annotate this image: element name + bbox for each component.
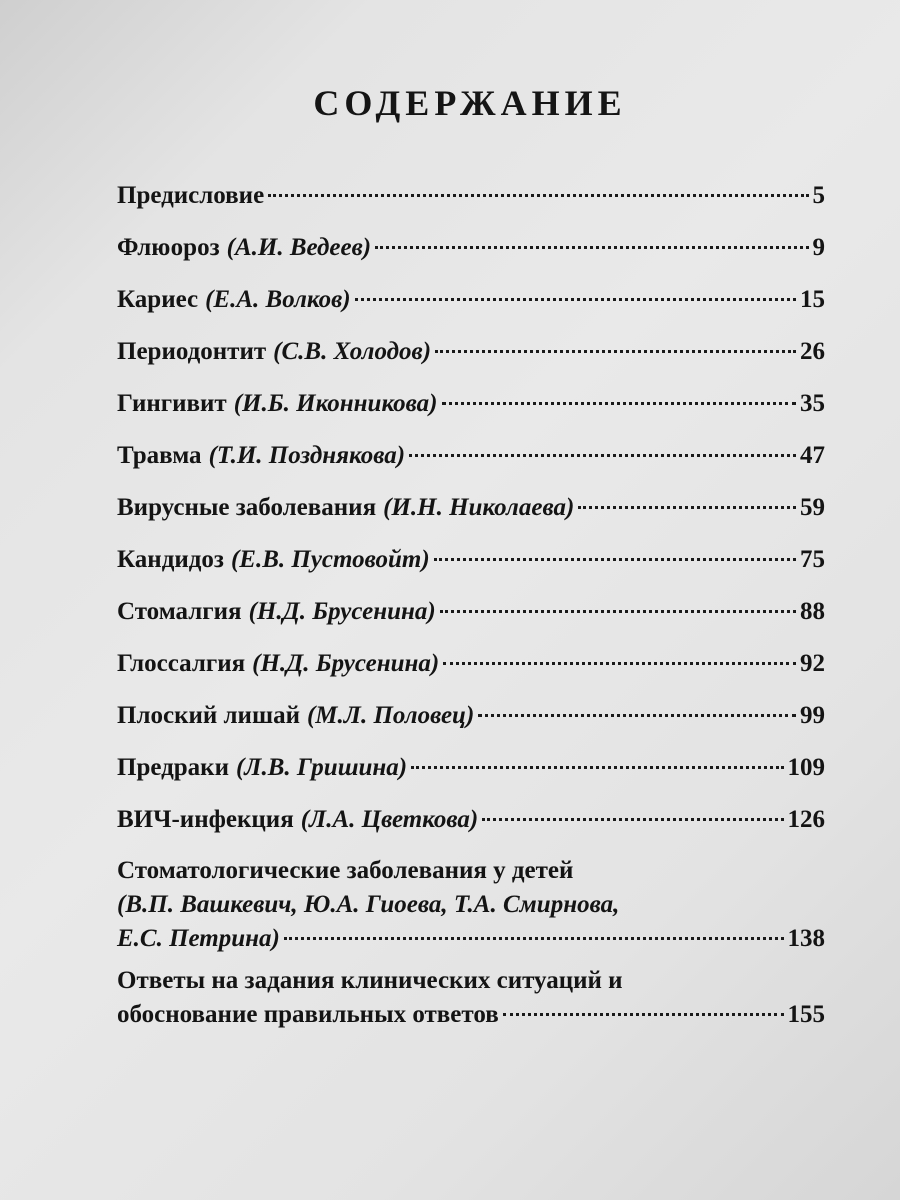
dot-leader <box>409 454 796 457</box>
page-number: 59 <box>800 494 825 521</box>
toc-entry-trauma <box>117 430 825 482</box>
contents-heading: СОДЕРЖАНИЕ <box>313 83 627 123</box>
dot-leader <box>434 558 796 561</box>
toc-line <box>117 854 825 888</box>
toc-entry-precancers <box>117 742 825 794</box>
toc-entry-candidiasis <box>117 534 825 586</box>
entry-title: Глоссалгия <box>117 650 246 677</box>
toc-entry-preface <box>117 170 825 222</box>
entry-title: Стомалгия <box>117 598 242 625</box>
dot-leader <box>482 818 783 821</box>
toc-entry-lichen-planus <box>117 690 825 742</box>
entry-author: (Е.В. Пустовойт) <box>230 546 430 573</box>
toc-entry-fluorosis <box>117 222 825 274</box>
entry-title: ВИЧ-инфекция <box>117 806 294 833</box>
entry-author: (Е.А. Волков) <box>205 286 351 313</box>
table-of-contents <box>117 170 825 1032</box>
entry-author: (И.Б. Иконникова) <box>233 390 438 417</box>
toc-entry-stomalgia <box>117 586 825 638</box>
toc-line <box>117 998 825 1032</box>
toc-line <box>117 482 825 534</box>
toc-line <box>117 326 825 378</box>
toc-line <box>117 888 825 922</box>
toc-line <box>117 964 825 998</box>
entry-title: Травма <box>117 442 202 469</box>
entry-title: Гингивит <box>117 390 227 417</box>
dot-leader <box>443 662 796 665</box>
dot-leader <box>442 402 797 405</box>
entry-title: Стоматологические заболевания у детей <box>117 857 574 884</box>
toc-line <box>117 222 825 274</box>
toc-entry-viral-diseases <box>117 482 825 534</box>
entry-author: (И.Н. Николаева) <box>383 494 575 521</box>
entry-author: (М.Л. Половец) <box>306 702 475 729</box>
entry-title: Предисловие <box>117 182 265 209</box>
page-number: 15 <box>800 286 825 313</box>
toc-entry-childrens-diseases <box>117 854 825 956</box>
entry-title: Ответы на задания клинических ситуаций и <box>117 967 623 994</box>
toc-entry-periodontitis <box>117 326 825 378</box>
page-number: 35 <box>800 390 825 417</box>
entry-author: (Н.Д. Брусенина) <box>252 650 440 677</box>
toc-entry-answers <box>117 964 825 1032</box>
entry-authors: Е.С. Петрина) <box>117 925 280 952</box>
page-number: 155 <box>787 1001 825 1028</box>
toc-line <box>117 794 825 846</box>
toc-line <box>117 638 825 690</box>
dot-leader <box>578 506 796 509</box>
toc-line <box>117 430 825 482</box>
entry-author: (Л.В. Гришина) <box>235 754 408 781</box>
entry-authors: (В.П. Вашкевич, Ю.А. Гиоева, Т.А. Смирнова, <box>117 891 620 918</box>
dot-leader <box>440 610 796 613</box>
entry-title: Плоский лишай <box>117 702 300 729</box>
toc-entry-caries <box>117 274 825 326</box>
toc-line <box>117 170 825 222</box>
dot-leader <box>284 937 784 940</box>
toc-line <box>117 742 825 794</box>
page-number: 126 <box>787 806 825 833</box>
dot-leader <box>375 246 808 249</box>
toc-line <box>117 690 825 742</box>
toc-line <box>117 534 825 586</box>
page-number: 138 <box>787 925 825 952</box>
toc-entry-glossalgia <box>117 638 825 690</box>
dot-leader <box>478 714 796 717</box>
toc-entry-hiv-infection <box>117 794 825 846</box>
entry-title: Кандидоз <box>117 546 224 573</box>
entry-title: Вирусные заболевания <box>117 494 377 521</box>
toc-line <box>117 274 825 326</box>
page-number: 75 <box>800 546 825 573</box>
toc-line <box>117 922 825 956</box>
entry-title: обоснование правильных ответов <box>117 1001 499 1028</box>
toc-entry-gingivitis <box>117 378 825 430</box>
toc-line <box>117 378 825 430</box>
toc-line <box>117 586 825 638</box>
entry-title: Флюороз <box>117 234 220 261</box>
entry-title: Кариес <box>117 286 199 313</box>
entry-title: Предраки <box>117 754 229 781</box>
entry-author: (Л.А. Цветкова) <box>300 806 479 833</box>
entry-title: Периодонтит <box>117 338 267 365</box>
entry-author: (Н.Д. Брусенина) <box>248 598 436 625</box>
page-number: 26 <box>800 338 825 365</box>
page-number: 5 <box>812 182 825 209</box>
page-number: 92 <box>800 650 825 677</box>
dot-leader <box>355 298 796 301</box>
page-number: 47 <box>800 442 825 469</box>
dot-leader <box>503 1013 784 1016</box>
entry-author: (А.И. Ведеев) <box>226 234 372 261</box>
entry-author: (Т.И. Позднякова) <box>208 442 406 469</box>
page-number: 109 <box>787 754 825 781</box>
entry-author: (С.В. Холодов) <box>273 338 432 365</box>
page-number: 9 <box>812 234 825 261</box>
dot-leader <box>435 350 796 353</box>
dot-leader <box>411 766 783 769</box>
page-number: 99 <box>800 702 825 729</box>
dot-leader <box>268 194 808 197</box>
page-number: 88 <box>800 598 825 625</box>
